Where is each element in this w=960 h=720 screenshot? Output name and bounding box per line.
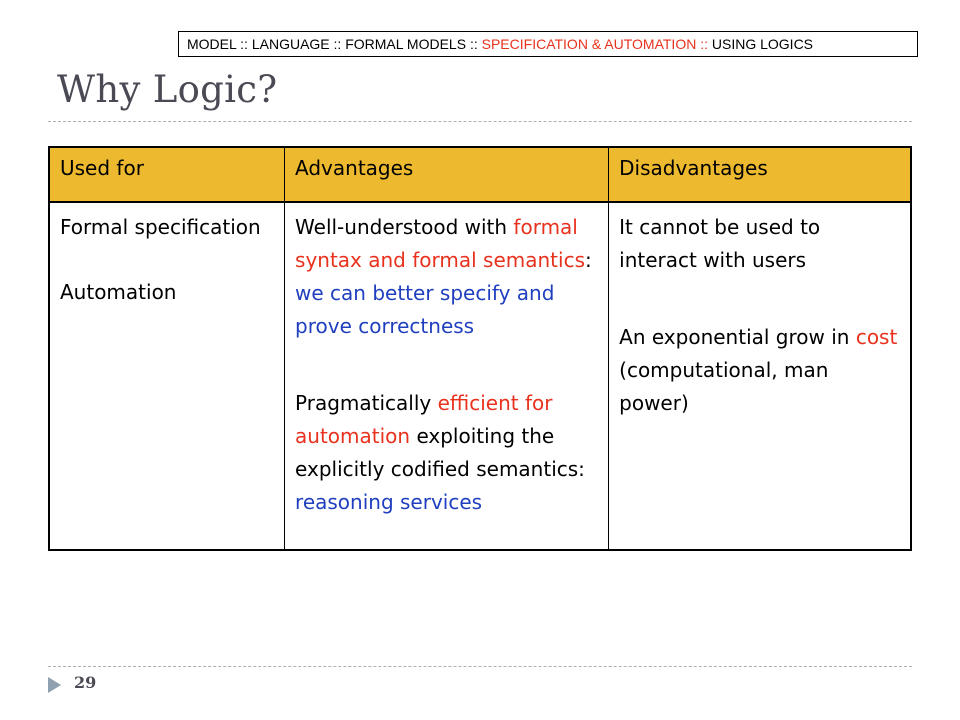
breadcrumb-separator: :: bbox=[333, 36, 342, 52]
breadcrumb-item-using-logics[interactable]: USING LOGICS bbox=[711, 36, 814, 52]
used-for-item: Automation bbox=[60, 280, 177, 304]
used-for-item: Formal specification bbox=[60, 215, 261, 239]
cell-used-for bbox=[49, 202, 285, 550]
title-divider bbox=[48, 121, 912, 122]
slide-title: Why Logic? bbox=[57, 68, 278, 111]
table-row bbox=[49, 202, 911, 550]
breadcrumb bbox=[178, 31, 918, 57]
footer-divider bbox=[48, 666, 912, 667]
highlight-efficient-automation: efficient for automation bbox=[295, 391, 553, 448]
table-header-row bbox=[49, 147, 911, 202]
breadcrumb-item-model[interactable]: MODEL bbox=[187, 36, 237, 52]
highlight-cost: cost bbox=[855, 325, 898, 349]
cell-advantages bbox=[285, 202, 609, 550]
disadvantage-paragraph: An exponential grow in cost (computational, man power) bbox=[619, 325, 898, 415]
breadcrumb-separator: :: bbox=[240, 36, 248, 52]
disadvantage-paragraph: It cannot be used to interact with users bbox=[619, 215, 821, 272]
highlight-specify-prove: we can better specify and prove correctness bbox=[295, 281, 555, 338]
breadcrumb-item-specification-automation[interactable]: SPECIFICATION & AUTOMATION bbox=[481, 36, 697, 52]
breadcrumb-separator: :: bbox=[700, 36, 708, 52]
header-used-for: Used for bbox=[49, 147, 285, 202]
highlight-formal-syntax: formal syntax and formal semantics bbox=[295, 215, 585, 272]
header-disadvantages: Disadvantages bbox=[609, 147, 911, 202]
highlight-reasoning-services: reasoning services bbox=[295, 490, 483, 514]
comparison-table bbox=[48, 146, 912, 551]
cell-disadvantages bbox=[609, 202, 911, 550]
page-number: 29 bbox=[74, 673, 97, 692]
triangle-bullet-icon bbox=[48, 677, 61, 693]
breadcrumb-separator: :: bbox=[469, 36, 478, 52]
breadcrumb-item-formal-models[interactable]: FORMAL MODELS bbox=[345, 36, 467, 52]
breadcrumb-item-language[interactable]: LANGUAGE bbox=[251, 36, 330, 52]
advantage-paragraph: Pragmatically efficient for automation exploiting the explicitly codified semantics: reasoning services bbox=[295, 391, 585, 514]
header-advantages: Advantages bbox=[285, 147, 609, 202]
advantage-paragraph: Well-understood with formal syntax and formal semantics: we can better specify and prove correctness bbox=[295, 215, 592, 338]
